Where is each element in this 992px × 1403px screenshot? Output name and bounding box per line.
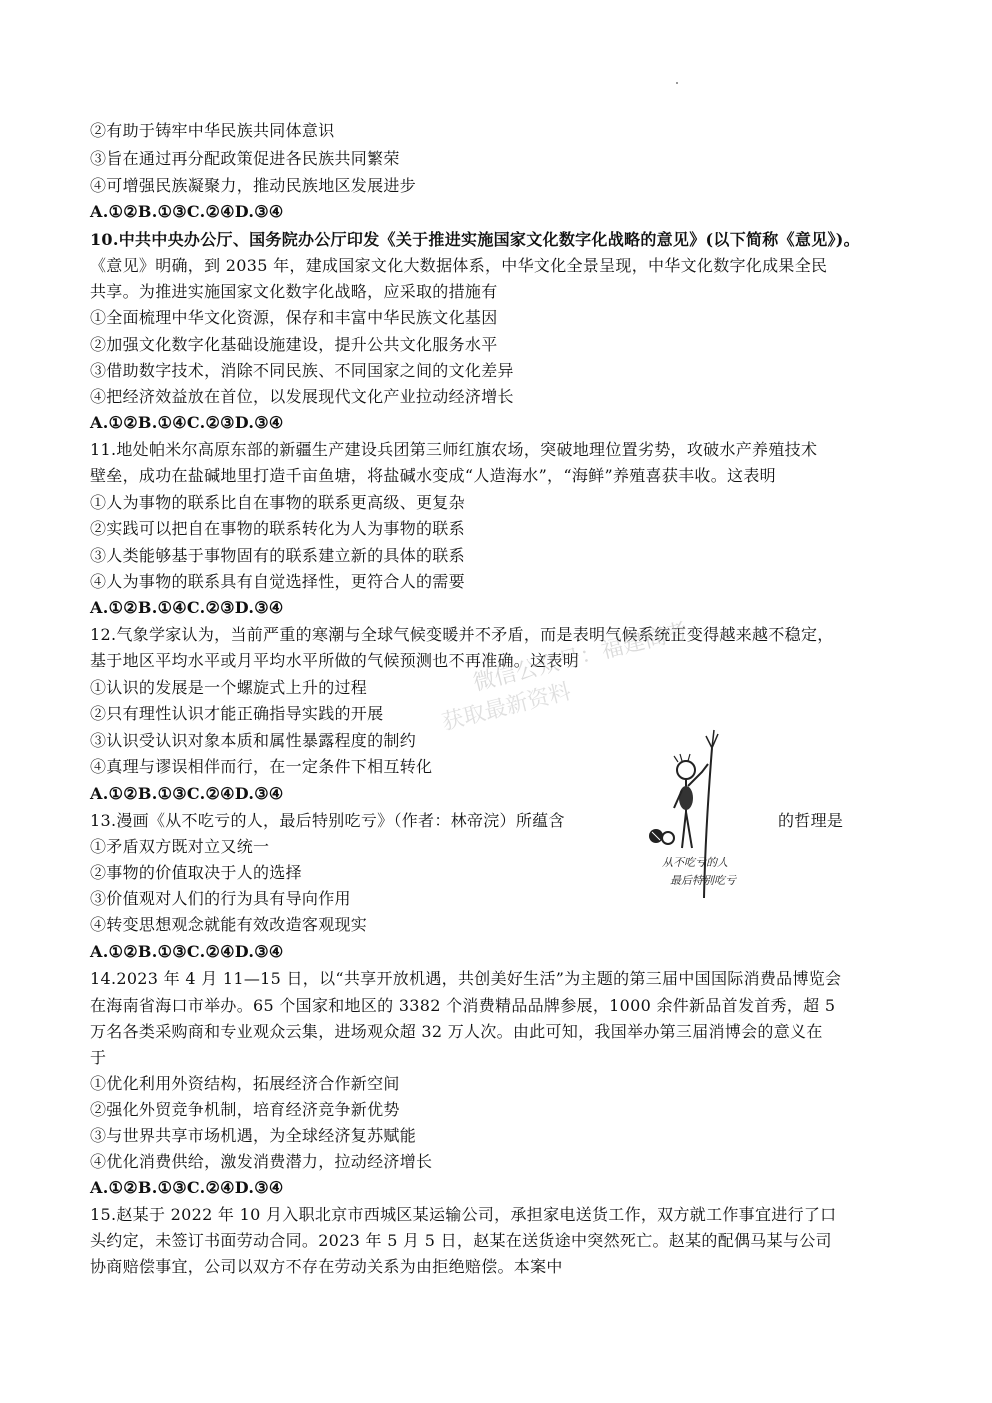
- option-line: ④真理与谬误相伴而行，在一定条件下相互转化: [90, 757, 433, 776]
- question-12-stem: 12.气象学家认为，当前严重的寒潮与全球气候变暖并不矛盾，而是表明气候系统正变得越来越不稳定，: [90, 625, 834, 644]
- option-line: ①矛盾双方既对立又统一: [90, 837, 270, 856]
- option-line: ③价值观对人们的行为具有导向作用: [90, 889, 351, 908]
- question-15-stem: 头约定，未签订书面劳动合同。2023 年 5 月 5 日，赵某在送货途中突然死亡。赵某的配偶马某与公司: [90, 1231, 832, 1250]
- watermark-text: 微信公众号：福建高考: [470, 618, 691, 697]
- cartoon-illustration: [638, 728, 764, 904]
- option-line: ②只有理性认识才能正确指导实践的开展: [90, 704, 384, 723]
- question-14-stem: 14.2023 年 4 月 11—15 日，以“共享开放机遇，共创美好生活”为主题的第三届中国国际消费品博览会: [90, 969, 842, 988]
- option-line: ②加强文化数字化基础设施建设，提升公共文化服务水平: [90, 335, 498, 354]
- answer-choices: A.①②B.①④C.②③D.③④: [90, 598, 284, 617]
- question-10-stem: 《意见》明确，到 2035 年，建成国家文化大数据体系，中华文化全景呈现，中华文化数字化成果全民: [90, 256, 828, 275]
- option-line: ①优化利用外资结构，拓展经济合作新空间: [90, 1074, 400, 1093]
- cartoon-caption-line: 最后特别吃亏: [670, 874, 736, 887]
- option-line: ④优化消费供给，激发消费潜力，拉动经济增长: [90, 1152, 433, 1171]
- option-line: ③旨在通过再分配政策促进各民族共同繁荣: [90, 149, 400, 168]
- question-13-stem-suffix: 的哲理是: [778, 811, 844, 830]
- question-14-stem: 万名各类采购商和专业观众云集，进场观众超 32 万人次。由此可知，我国举办第三届消博会的意义在: [90, 1022, 823, 1041]
- option-line: ②有助于铸牢中华民族共同体意识: [90, 121, 335, 140]
- option-line: ②强化外贸竞争机制，培育经济竞争新优势: [90, 1100, 400, 1119]
- option-line: ①认识的发展是一个螺旋式上升的过程: [90, 678, 368, 697]
- answer-choices: A.①②B.①③C.②④D.③④: [90, 1178, 284, 1197]
- option-line: ③认识受认识对象本质和属性暴露程度的制约: [90, 731, 417, 750]
- question-10-stem: 共享。为推进实施国家文化数字化战略，应采取的措施有: [90, 282, 498, 301]
- option-line: ①全面梳理中华文化资源，保存和丰富中华民族文化基因: [90, 308, 498, 327]
- question-14-stem: 在海南省海口市举办。65 个国家和地区的 3382 个消费精品品牌参展，1000 余件新品首发首秀，超 5: [90, 996, 836, 1015]
- option-line: ③人类能够基于事物固有的联系建立新的具体的联系: [90, 546, 465, 565]
- scan-speck: [676, 82, 678, 84]
- option-line: ④把经济效益放在首位，以发展现代文化产业拉动经济增长: [90, 387, 514, 406]
- watermark-text: 获取最新资料: [439, 679, 574, 736]
- question-14-stem: 于: [90, 1048, 107, 1067]
- answer-choices: A.①②B.①③C.②④D.③④: [90, 942, 284, 961]
- option-line: ②实践可以把自在事物的联系转化为人为事物的联系: [90, 519, 465, 538]
- question-15-stem: 协商赔偿事宜，公司以双方不存在劳动关系为由拒绝赔偿。本案中: [90, 1257, 563, 1276]
- option-line: ②事物的价值取决于人的选择: [90, 863, 302, 882]
- question-15-stem: 15.赵某于 2022 年 10 月入职北京市西城区某运输公司，承担家电送货工作，双方就工作事宜进行了口: [90, 1205, 837, 1224]
- cartoon-caption-line: 从不吃亏的人: [662, 856, 728, 869]
- question-11-stem: 11.地处帕米尔高原东部的新疆生产建设兵团第三师红旗农场，突破地理位置劣势，攻破水产养殖技术: [90, 440, 818, 459]
- question-13-stem: 13.漫画《从不吃亏的人，最后特别吃亏》（作者：林帝浣）所蕴含: [90, 811, 565, 830]
- answer-choices: A.①②B.①③C.②④D.③④: [90, 202, 284, 221]
- answer-choices: A.①②B.①④C.②③D.③④: [90, 413, 284, 432]
- option-line: ④可增强民族凝聚力，推动民族地区发展进步: [90, 176, 417, 195]
- option-line: ④人为事物的联系具有自觉选择性，更符合人的需要: [90, 572, 465, 591]
- option-line: ①人为事物的联系比自在事物的联系更高级、更复杂: [90, 493, 465, 512]
- option-line: ③借助数字技术，消除不同民族、不同国家之间的文化差异: [90, 361, 514, 380]
- question-11-stem: 壁垒，成功在盐碱地里打造千亩鱼塘，将盐碱水变成“人造海水”，“海鲜”养殖喜获丰收。这表明: [90, 466, 776, 485]
- question-12-stem: 基于地区平均水平或月平均水平所做的气候预测也不再准确。这表明: [90, 651, 580, 670]
- question-10-stem: 10.中共中央办公厅、国务院办公厅印发《关于推进实施国家文化数字化战略的意见》(以下简称《意见》)。: [90, 230, 860, 249]
- option-line: ④转变思想观念就能有效改造客观现实: [90, 915, 368, 934]
- option-line: ③与世界共享市场机遇，为全球经济复苏赋能: [90, 1126, 417, 1145]
- answer-choices: A.①②B.①③C.②④D.③④: [90, 784, 284, 803]
